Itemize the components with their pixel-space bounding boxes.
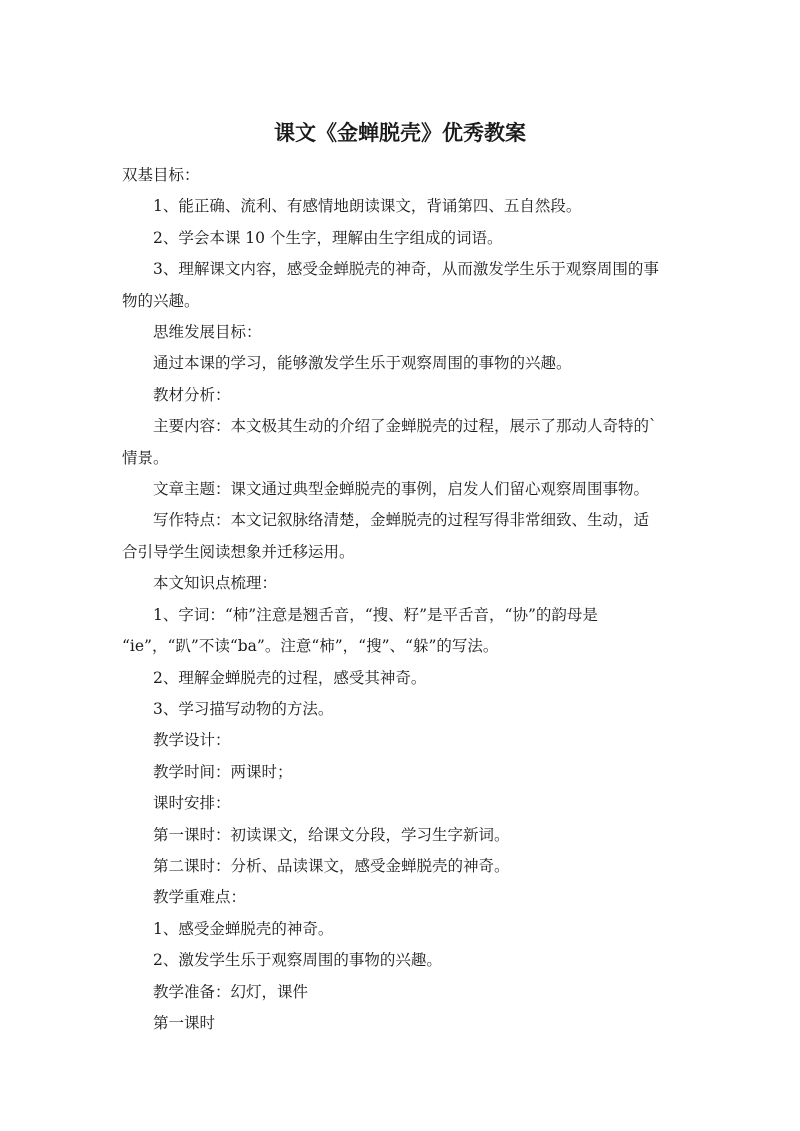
paragraph: 教学重难点： bbox=[153, 888, 247, 907]
paragraph: 教学时间：两课时； bbox=[153, 762, 293, 781]
document-body bbox=[122, 160, 680, 1039]
paragraph: 第一课时 bbox=[153, 1013, 216, 1032]
paragraph: 本文知识点梳理： bbox=[153, 574, 278, 593]
paragraph: 1、感受金蝉脱壳的神奇。 bbox=[153, 919, 334, 938]
paragraph: 通过本课的学习，能够激发学生乐于观察周围的事物的兴趣。 bbox=[153, 354, 572, 373]
paragraph: 教学准备：幻灯，课件 bbox=[153, 982, 309, 1001]
paragraph: 双基目标： bbox=[122, 166, 200, 184]
paragraph: 1、能正确、流利、有感情地朗读课文，背诵第四、五自然段。 bbox=[153, 197, 582, 216]
paragraph: 主要内容：本文极其生动的介绍了金蝉脱壳的过程，展示了那动人奇特的` bbox=[153, 417, 657, 436]
paragraph: 2、理解金蝉脱壳的过程，感受其神奇。 bbox=[153, 668, 427, 687]
document-title: 课文《金蝉脱壳》优秀教案 bbox=[274, 121, 526, 145]
paragraph: 3、理解课文内容，感受金蝉脱壳的神奇，从而激发学生乐于观察周围的事 bbox=[153, 260, 659, 279]
paragraph: 课时安排： bbox=[153, 794, 231, 813]
paragraph: 3、学习描写动物的方法。 bbox=[153, 699, 334, 718]
paragraph: 教材分析： bbox=[153, 385, 231, 404]
paragraph: 第一课时：初读课文，给课文分段，学习生字新词。 bbox=[153, 825, 510, 844]
paragraph: 2、激发学生乐于观察周围的事物的兴趣。 bbox=[153, 951, 442, 970]
paragraph: 2、学会本课 10 个生字，理解由生字组成的词语。 bbox=[153, 228, 503, 247]
paragraph: 情景。 bbox=[122, 448, 169, 467]
paragraph: 合引导学生阅读想象并迁移运用。 bbox=[122, 542, 355, 561]
paragraph: “ie”，“趴”不读“ba”。注意“柿”，“搜”、“躲”的写法。 bbox=[122, 637, 499, 656]
paragraph: 文章主题：课文通过典型金蝉脱壳的事例，启发人们留心观察周围事物。 bbox=[153, 480, 650, 499]
paragraph: 第二课时：分析、品读课文，感受金蝉脱壳的神奇。 bbox=[153, 856, 510, 875]
paragraph: 物的兴趣。 bbox=[122, 291, 200, 310]
paragraph: 1、字词：“柿”注意是翘舌音，“搜、籽”是平舌音，“协”的韵母是 bbox=[153, 605, 598, 624]
paragraph: 教学设计： bbox=[153, 731, 231, 750]
paragraph: 写作特点：本文记叙脉络清楚，金蝉脱壳的过程写得非常细致、生动，适 bbox=[153, 511, 650, 530]
paragraph: 思维发展目标： bbox=[153, 323, 262, 342]
